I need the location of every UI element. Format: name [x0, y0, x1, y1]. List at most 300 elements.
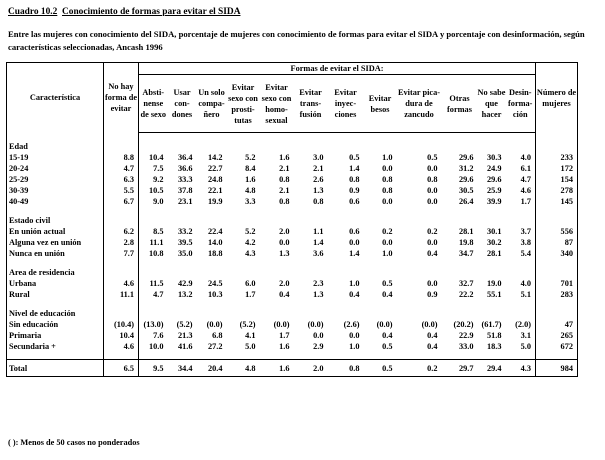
- table-cell: [364, 207, 397, 214]
- table-cell: 29.6: [458, 175, 474, 184]
- table-cell: [328, 259, 364, 266]
- table-cell: 0.0: [427, 238, 438, 247]
- table-cell: 0.9: [349, 186, 360, 195]
- header-group: Formas de evitar el SIDA:: [139, 63, 536, 75]
- table-cell: [506, 140, 536, 152]
- header-col: Evitar besos: [364, 75, 397, 133]
- table-cell: [397, 140, 442, 152]
- table-cell: 11.5: [139, 278, 168, 289]
- table-cell: [168, 214, 197, 226]
- table-cell: [478, 133, 506, 141]
- table-cell: 18.8: [207, 249, 223, 258]
- table-cell: [506, 300, 536, 307]
- table-cell: [139, 352, 168, 360]
- table-cell: 8.5: [139, 226, 168, 237]
- table-cell: [536, 307, 578, 319]
- table-cell: [328, 300, 364, 307]
- table-cell: 14.2: [207, 153, 223, 162]
- table-cell: 4.8: [245, 186, 256, 195]
- table-cell: [260, 214, 294, 226]
- table-cell: [294, 207, 328, 214]
- table-cell: 8.4: [245, 164, 256, 173]
- table-cell: (2.0): [515, 320, 531, 329]
- table-cell: 0.0: [427, 186, 438, 195]
- table-cell: [536, 300, 578, 307]
- table-cell: [478, 352, 506, 360]
- table-cell: 10.0: [139, 341, 168, 352]
- row-label: [7, 133, 104, 141]
- table-row: [7, 300, 578, 307]
- header-col: Evitar inyec-ciones: [328, 75, 364, 133]
- table-row: [7, 152, 578, 163]
- table-cell: 4.7: [104, 163, 139, 174]
- table-cell: 10.4: [139, 152, 168, 163]
- table-cell: 2.0: [294, 360, 328, 377]
- row-label: Urbana: [7, 278, 104, 289]
- table-cell: 2.6: [313, 175, 324, 184]
- table-row: [7, 248, 578, 259]
- table-cell: 172: [536, 163, 578, 174]
- table-cell: [260, 207, 294, 214]
- table-cell: [260, 352, 294, 360]
- table-cell: 1.3: [313, 290, 324, 299]
- section-label: Area de residencia: [7, 266, 104, 278]
- footnote: ( ): Menos de 50 casos no ponderados: [8, 438, 140, 447]
- table-cell: [364, 133, 397, 141]
- row-label: Primaria: [7, 330, 104, 341]
- table-cell: 33.0: [458, 342, 474, 351]
- table-caption: Conocimiento de formas para evitar el SIDA: [62, 7, 241, 17]
- table-cell: [168, 307, 197, 319]
- table-cell: 7.6: [139, 330, 168, 341]
- table-cell: (2.6): [343, 320, 360, 329]
- row-label: [7, 259, 104, 266]
- table-cell: [104, 140, 139, 152]
- row-label: 15-19: [7, 152, 104, 163]
- table-cell: 6.8: [212, 331, 223, 340]
- table-cell: 24.8: [207, 175, 223, 184]
- table-cell: 0.8: [279, 175, 290, 184]
- table-cell: 6.1: [520, 164, 531, 173]
- table-cell: [397, 352, 442, 360]
- table-cell: 24.9: [486, 164, 502, 173]
- table-cell: 0.5: [349, 153, 360, 162]
- table-cell: 5.5: [104, 185, 139, 196]
- table-cell: [227, 307, 260, 319]
- table-cell: 87: [536, 237, 578, 248]
- table-row: [7, 259, 578, 266]
- table-cell: [536, 352, 578, 360]
- table-cell: 701: [536, 278, 578, 289]
- table-cell: 5.0: [245, 342, 256, 351]
- table-cell: 2.1: [279, 186, 290, 195]
- table-cell: [139, 133, 168, 141]
- table-cell: [104, 300, 139, 307]
- table-row: [7, 237, 578, 248]
- table-cell: 1.6: [279, 342, 290, 351]
- table-body: [7, 133, 578, 377]
- table-cell: 3.6: [313, 249, 324, 258]
- table-cell: [168, 352, 197, 360]
- table-cell: [536, 259, 578, 266]
- table-cell: 22.7: [207, 164, 223, 173]
- table-cell: 33.3: [177, 175, 193, 184]
- table-cell: [168, 300, 197, 307]
- table-cell: 41.6: [177, 342, 193, 351]
- table-row: [7, 278, 578, 289]
- table-cell: 1.7: [245, 290, 256, 299]
- table-cell: 10.4: [104, 330, 139, 341]
- table-cell: 0.8: [382, 175, 393, 184]
- table-cell: [397, 307, 442, 319]
- table-cell: 0.5: [382, 342, 393, 351]
- section-row: [7, 307, 578, 319]
- row-label: [7, 207, 104, 214]
- table-cell: [294, 140, 328, 152]
- table-cell: [328, 133, 364, 141]
- table-cell: [197, 307, 227, 319]
- table-cell: 5.0: [520, 342, 531, 351]
- table-row: [7, 185, 578, 196]
- table-cell: 4.0: [520, 153, 531, 162]
- table-cell: 1.1: [313, 227, 324, 236]
- table-cell: [364, 214, 397, 226]
- table-row: [7, 352, 578, 360]
- table-cell: (13.0): [139, 319, 168, 330]
- table-cell: 1.3: [313, 186, 324, 195]
- table-cell: 4.1: [245, 331, 256, 340]
- table-header: [7, 63, 578, 133]
- table-cell: [197, 214, 227, 226]
- header-women: Número de mujeres: [536, 63, 578, 133]
- table-cell: 36.6: [177, 164, 193, 173]
- table-cell: [536, 266, 578, 278]
- table-cell: 23.1: [177, 197, 193, 206]
- table-cell: 1.3: [279, 249, 290, 258]
- table-cell: [227, 214, 260, 226]
- table-cell: 6.0: [245, 279, 256, 288]
- table-cell: 0.0: [382, 238, 393, 247]
- table-cell: [294, 133, 328, 141]
- table-cell: [536, 207, 578, 214]
- table-cell: 154: [536, 174, 578, 185]
- table-cell: [442, 259, 478, 266]
- table-cell: 27.2: [207, 342, 223, 351]
- table-title: [8, 7, 240, 17]
- table-cell: 1.0: [349, 279, 360, 288]
- table-cell: [260, 133, 294, 141]
- table-cell: 0.8: [349, 175, 360, 184]
- table-cell: [442, 214, 478, 226]
- table-cell: [442, 307, 478, 319]
- table-row: [7, 174, 578, 185]
- table-cell: 0.4: [382, 290, 393, 299]
- table-cell: 2.1: [279, 164, 290, 173]
- table-cell: 7.7: [104, 248, 139, 259]
- row-label: Total: [7, 360, 104, 377]
- table-cell: [227, 140, 260, 152]
- table-cell: 20.4: [197, 360, 227, 377]
- table-cell: [397, 133, 442, 141]
- table-cell: 4.3: [245, 249, 256, 258]
- table-cell: [260, 300, 294, 307]
- table-cell: [227, 266, 260, 278]
- table-cell: [442, 140, 478, 152]
- table-cell: [328, 266, 364, 278]
- table-number: Cuadro 10.2: [8, 7, 58, 17]
- row-label: [7, 300, 104, 307]
- table-cell: 0.0: [382, 164, 393, 173]
- table-cell: 2.0: [279, 279, 290, 288]
- table-cell: 19.0: [486, 279, 502, 288]
- table-cell: 30.2: [486, 238, 502, 247]
- table-cell: [364, 259, 397, 266]
- table-cell: 35.0: [177, 249, 193, 258]
- table-cell: 0.4: [427, 249, 438, 258]
- table-cell: 2.1: [313, 164, 324, 173]
- table-cell: (61.7): [481, 320, 502, 329]
- row-label: Rural: [7, 289, 104, 300]
- table-cell: [227, 352, 260, 360]
- row-label: Sin educación: [7, 319, 104, 330]
- table-cell: [168, 259, 197, 266]
- table-cell: 145: [536, 196, 578, 207]
- table-cell: 0.0: [427, 197, 438, 206]
- table-cell: 0.8: [279, 197, 290, 206]
- header-col: Evitar sexo con homo-sexual: [260, 75, 294, 133]
- table-cell: 19.9: [207, 197, 223, 206]
- table-cell: 51.8: [486, 331, 502, 340]
- table-cell: [197, 266, 227, 278]
- table-cell: [328, 207, 364, 214]
- table-cell: [364, 266, 397, 278]
- table-cell: [442, 266, 478, 278]
- header-col: Evitar sexo con prosti-tutas: [227, 75, 260, 133]
- table-cell: [442, 133, 478, 141]
- table-cell: [294, 266, 328, 278]
- total-row: [7, 360, 578, 377]
- table-cell: (5.2): [239, 320, 256, 329]
- table-cell: 8.8: [104, 152, 139, 163]
- table-cell: 22.1: [207, 186, 223, 195]
- table-cell: [104, 307, 139, 319]
- table-cell: 1.7: [520, 197, 531, 206]
- table-cell: [506, 352, 536, 360]
- table-cell: [139, 307, 168, 319]
- table-cell: 29.7: [442, 360, 478, 377]
- row-label: En unión actual: [7, 226, 104, 237]
- table-cell: 1.7: [279, 331, 290, 340]
- table-cell: 283: [536, 289, 578, 300]
- table-cell: [104, 266, 139, 278]
- table-cell: 9.2: [139, 174, 168, 185]
- section-label: Edad: [7, 140, 104, 152]
- table-cell: 19.8: [458, 238, 474, 247]
- table-cell: 0.2: [382, 227, 393, 236]
- table-cell: 34.7: [458, 249, 474, 258]
- data-table: [6, 62, 578, 377]
- table-row: [7, 226, 578, 237]
- header-col: Un solo compa-ñero: [197, 75, 227, 133]
- table-cell: (0.0): [307, 320, 324, 329]
- table-cell: 1.4: [349, 249, 360, 258]
- table-row: [7, 330, 578, 341]
- table-cell: [328, 307, 364, 319]
- table-cell: 0.4: [382, 331, 393, 340]
- table-cell: 11.1: [104, 289, 139, 300]
- header-no-way: No hay forma de evitar: [104, 63, 139, 133]
- table-cell: 30.1: [486, 227, 502, 236]
- row-label: 40-49: [7, 196, 104, 207]
- table-cell: 26.4: [458, 197, 474, 206]
- table-cell: 29.6: [486, 175, 502, 184]
- table-cell: 4.6: [520, 186, 531, 195]
- table-cell: 10.8: [139, 248, 168, 259]
- header-col: Usar con-dones: [168, 75, 197, 133]
- table-row: [7, 207, 578, 214]
- table-cell: 233: [536, 152, 578, 163]
- table-cell: [506, 133, 536, 141]
- table-cell: 37.8: [177, 186, 193, 195]
- table-cell: 0.9: [427, 290, 438, 299]
- table-cell: [227, 207, 260, 214]
- table-cell: [168, 133, 197, 141]
- header-col: Otras formas: [442, 75, 478, 133]
- table-cell: 55.1: [486, 290, 502, 299]
- table-cell: 0.2: [397, 360, 442, 377]
- table-cell: 0.8: [427, 175, 438, 184]
- section-row: [7, 140, 578, 152]
- row-label: [7, 352, 104, 360]
- table-cell: [536, 133, 578, 141]
- table-cell: [506, 259, 536, 266]
- table-cell: [294, 214, 328, 226]
- table-cell: [397, 266, 442, 278]
- row-label: Nunca en unión: [7, 248, 104, 259]
- section-label: Nivel de educación: [7, 307, 104, 319]
- table-cell: 22.9: [458, 331, 474, 340]
- table-cell: 0.4: [427, 342, 438, 351]
- table-cell: 34.4: [168, 360, 197, 377]
- row-label: 25-29: [7, 174, 104, 185]
- section-row: [7, 214, 578, 226]
- table-cell: 42.9: [177, 279, 193, 288]
- table-cell: 9.0: [139, 196, 168, 207]
- table-cell: 1.6: [245, 175, 256, 184]
- table-cell: [227, 259, 260, 266]
- table-cell: 4.7: [520, 175, 531, 184]
- table-cell: [397, 214, 442, 226]
- table-cell: 278: [536, 185, 578, 196]
- table-cell: [478, 300, 506, 307]
- table-cell: [139, 207, 168, 214]
- table-cell: 0.5: [382, 279, 393, 288]
- table-cell: [227, 133, 260, 141]
- section-row: [7, 266, 578, 278]
- table-description: Entre las mujeres con conocimiento del SIDA, porcentaje de mujeres con conocimiento de formas para evitar el SIDA y porcentaje con desinformación, según características seleccionadas, Ancash 1996: [8, 29, 585, 52]
- header-col: No sabe que hacer: [478, 75, 506, 133]
- table-cell: 0.0: [279, 238, 290, 247]
- row-label: Alguna vez en unión: [7, 237, 104, 248]
- table-cell: [478, 266, 506, 278]
- table-cell: [328, 214, 364, 226]
- table-cell: [442, 352, 478, 360]
- table-cell: 3.0: [313, 153, 324, 162]
- table-cell: [478, 259, 506, 266]
- table-cell: 29.6: [458, 153, 474, 162]
- table-cell: (20.2): [453, 320, 474, 329]
- table-cell: (5.2): [176, 320, 193, 329]
- table-cell: [294, 307, 328, 319]
- table-row: [7, 133, 578, 141]
- header-col: Absti-nense de sexo: [139, 75, 168, 133]
- table-cell: [506, 207, 536, 214]
- table-cell: [397, 259, 442, 266]
- table-cell: [478, 214, 506, 226]
- table-cell: [139, 266, 168, 278]
- table-cell: 25.9: [486, 186, 502, 195]
- table-cell: 31.2: [458, 164, 474, 173]
- table-cell: 0.6: [349, 197, 360, 206]
- table-cell: 6.3: [104, 174, 139, 185]
- table-cell: [139, 300, 168, 307]
- table-cell: [168, 140, 197, 152]
- table-cell: 3.8: [520, 238, 531, 247]
- table-cell: 9.5: [139, 360, 168, 377]
- table-cell: [104, 214, 139, 226]
- table-cell: 0.5: [427, 153, 438, 162]
- table-cell: [364, 300, 397, 307]
- table-cell: 3.3: [245, 197, 256, 206]
- table-cell: 672: [536, 341, 578, 352]
- table-cell: [197, 140, 227, 152]
- table-cell: 30.5: [458, 186, 474, 195]
- table-cell: 24.5: [207, 279, 223, 288]
- table-cell: 14.0: [207, 238, 223, 247]
- table-cell: 0.0: [427, 279, 438, 288]
- table-cell: 0.0: [349, 238, 360, 247]
- table-cell: 3.7: [520, 227, 531, 236]
- table-cell: 6.2: [104, 226, 139, 237]
- table-cell: [260, 259, 294, 266]
- table-cell: 0.6: [349, 227, 360, 236]
- table-cell: [104, 207, 139, 214]
- table-cell: 30.3: [486, 153, 502, 162]
- table-cell: [294, 352, 328, 360]
- table-cell: 10.3: [207, 290, 223, 299]
- table-cell: 1.0: [382, 153, 393, 162]
- table-cell: [536, 214, 578, 226]
- table-cell: 0.0: [313, 331, 324, 340]
- table-cell: [168, 266, 197, 278]
- table-cell: (0.0): [421, 320, 438, 329]
- table-row: [7, 289, 578, 300]
- table-cell: 11.1: [139, 237, 168, 248]
- table-cell: 47: [536, 319, 578, 330]
- table-cell: 0.8: [328, 360, 364, 377]
- table-cell: 556: [536, 226, 578, 237]
- table-cell: [139, 140, 168, 152]
- table-cell: [260, 140, 294, 152]
- table-row: [7, 341, 578, 352]
- table-cell: 1.4: [349, 164, 360, 173]
- table-cell: 6.7: [104, 196, 139, 207]
- table-cell: [104, 259, 139, 266]
- table-cell: 4.3: [506, 360, 536, 377]
- table-row: [7, 196, 578, 207]
- table-cell: [227, 300, 260, 307]
- table-cell: 0.0: [349, 331, 360, 340]
